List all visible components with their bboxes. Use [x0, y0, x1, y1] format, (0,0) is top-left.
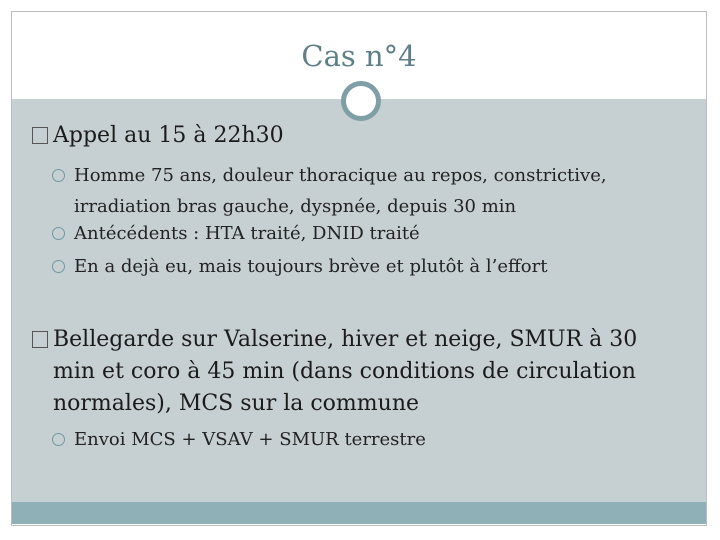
circle-bullet-icon: [52, 433, 65, 446]
circle-bullet-icon: [52, 260, 65, 273]
circle-ornament-icon: [341, 81, 381, 121]
bullet-text: normales), MCS sur la commune: [53, 391, 420, 416]
subbullet-envoi: [52, 424, 426, 455]
circle-bullet-icon: [52, 227, 65, 240]
subbullet-line: irradiation bras gauche, dyspnée, depuis 30 min: [74, 196, 517, 217]
slide-title: Cas n°4: [301, 39, 417, 73]
square-bullet-icon: [32, 331, 48, 348]
subbullet-historique: [52, 251, 547, 282]
subbullet-line: En a dejà eu, mais toujours brève et plutôt à l’effort: [74, 256, 548, 277]
subbullet-line: Envoi MCS + VSAV + SMUR terrestre: [74, 429, 426, 450]
bullet-text: min et coro à 45 min (dans conditions de circulation: [53, 359, 636, 384]
subbullet-line: Homme 75 ans, douleur thoracique au repos, constrictive,: [74, 165, 607, 186]
subbullet-line: Antécédents : HTA traité, DNID traité: [74, 223, 420, 244]
bullet-bellegarde: [32, 324, 637, 420]
subbullet-patient: [52, 160, 607, 222]
bullet-text: Appel au 15 à 22h30: [53, 123, 284, 148]
subbullet-antecedents: [52, 218, 420, 249]
circle-bullet-icon: [52, 169, 65, 182]
square-bullet-icon: [32, 127, 48, 144]
bullet-text: Bellegarde sur Valserine, hiver et neige, SMUR à 30: [53, 327, 638, 352]
bullet-appel: [32, 120, 284, 152]
